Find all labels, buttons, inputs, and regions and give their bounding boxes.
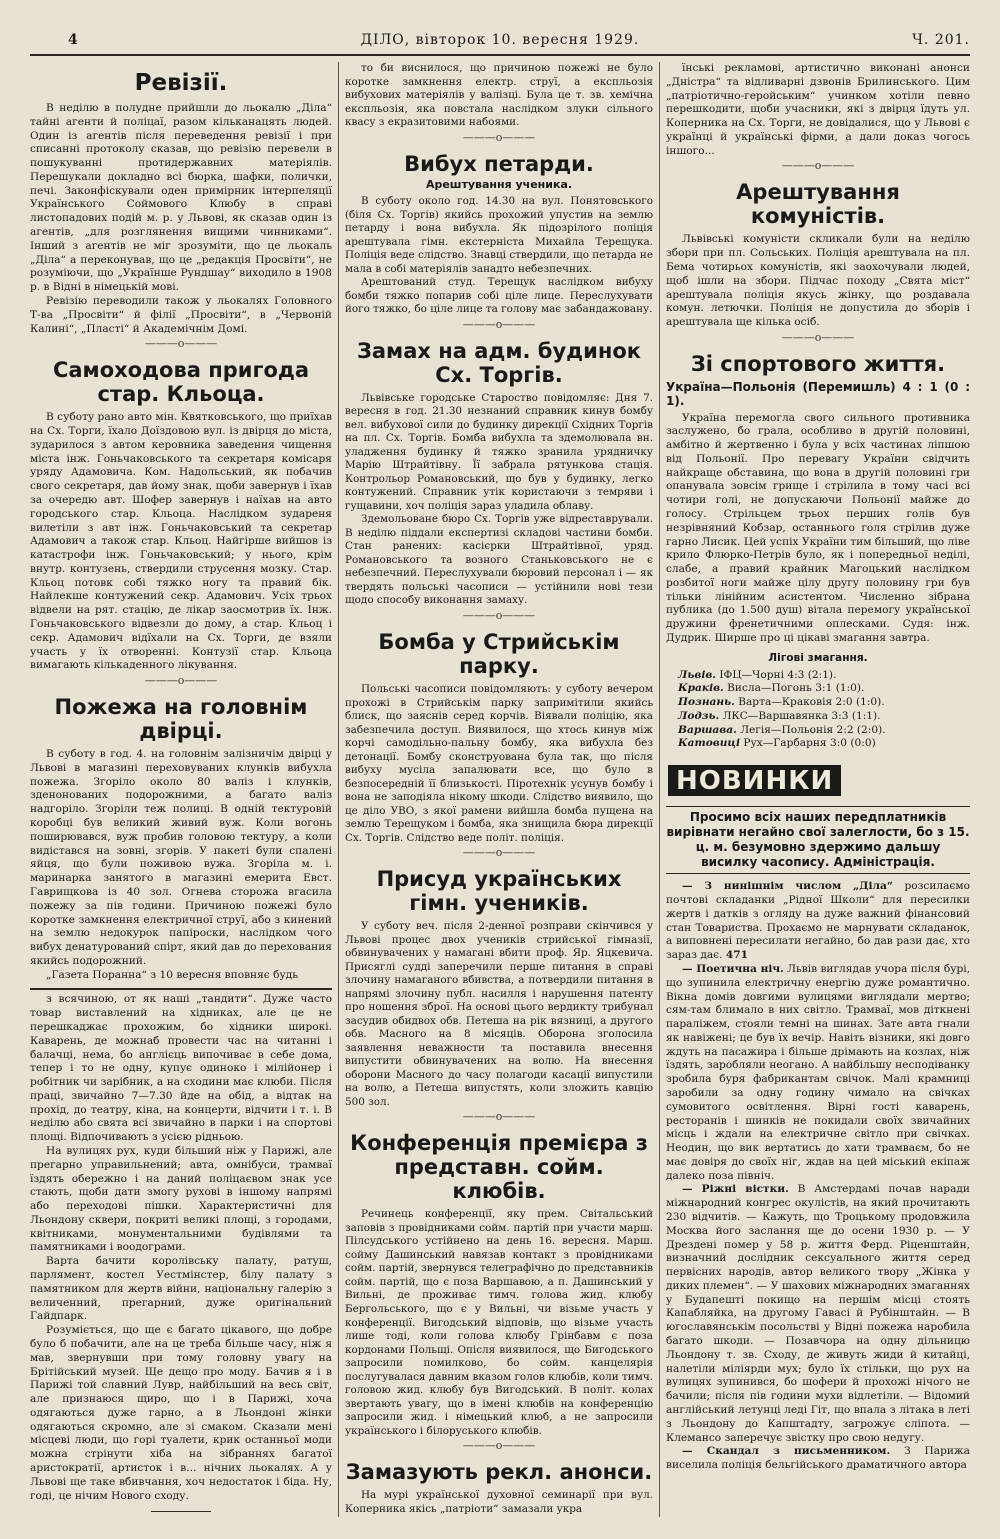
separator: ———o———	[462, 846, 536, 860]
league-score: Рух—Гарбарня 3:0 (0:0)	[743, 737, 876, 750]
article-text: В неділю в полудне прийшли до льокалю „Діла“ тайні агенти й поліцаї, разом кільканацять людей. Один із агентів після переведення ревізії і при списанні протоколу сказав, що ревізію перевели в пошукуванні протидержавних матеріялів. Перешукали докладно всі бюрка, шафки, полички, печі. Законфіскували оден примірник інтерпеляції Українського Соймового Клюбу в справі листопадових подій м. р. у Львові, як сказав один із агентів, „для розглянення вищими чинниками“. Інший з агентів не міг зрозуміти, що це льокаль „Діла“ а переконував, що це „редакція Просвіти“, не розуміючи, що „Українше Рундшау“ виходило в 1908 р. в Відні в німецькій мові.	[30, 102, 332, 294]
news-text: розсилаємо почтові складанки „Рідної Школи“ для пересилки жертв і датків з огляду на дуже важний фінансовий стан Товариства. Прохаємо не марнувати складанок, а виповнені пересилати негайно, бо дав рази дає, хто зараз дає.	[666, 880, 970, 962]
section-title-novynky: НОВИНКИ	[668, 765, 841, 796]
league-city: Львів.	[678, 668, 716, 681]
article-text: Арештований студ. Терещук наслідком вибуху бомби тяжко попарив собі ціле лице. Переслухувати його тяжко, бо ціле лице та голову має забандажовану.	[345, 276, 653, 316]
article-text: Варта бачити королівську палату, ратуш, парлямент, костел Уестмінстер, білу палату з памятником для жертв війни, національну галерію з величенний, прегарний, дуже оригінальний Гайдпарк.	[30, 1255, 332, 1323]
article-title: Пожежа на головнім двірці.	[54, 695, 308, 744]
news-text: З Парижа виселила поліція бельгійського драматичного автора	[666, 1445, 970, 1472]
league-result	[678, 724, 970, 738]
news-text: Львів виглядав учора після бурі, що зупинила електричну енергію дуже романтично. Вікна домів довгими вулицями виглядали мертво; сям-там блимало в них світло. Трамваї, мов діткнені параліжем, стояли темні на шинах. Зате авта гнали як навіжені; це був їх вечір. Навіть візники, які довго ждуть на пасажира і більше дрімають на козлах, ніж їздять, заробляли неогано. А найбільшу несподіванку зробила буря фабрикантам свічок. Малі крамниці заробили за одну годину чимало на свічках сумовитого освітлення. Вірні гості каварень, ресторанів і шинків не покидали своїх звичайних місць і ждали на електричне світло при свічках. Неодин, що вик вертатись до хати трамваєм, бо не має довіря до своїх ніг, ждав на цей міський екіпаж далеко поза північ.	[666, 962, 971, 1182]
separator: ———o———	[462, 130, 536, 144]
column-3	[666, 62, 970, 1473]
article-text: У суботу веч. після 2-денної розправи скінчився у Львові процес двох учеників стрийської гімназії, обвинувачених у намагані вбити проф. Яр. Яцкевича. Присяглі судді заперечили перше питання в справі злочину намаганого вбивства, а потвердили питання в напрямі злочину публ. насилля і нарушення патенту про ношення зброї. На основі цього вердикту трибунал засудив обидвох обв. Петеша на рік вязниці, а другого обв. Масного на 8 місяців. Оборона зголосила заявлення неважности та поставила внесення випустити обвинувачених на волю. На внесення оборони Масного до часу полагоди касації випустили на волю, а Петеша випустять, коли зложить кавцію 500 зол.	[345, 920, 653, 1108]
article-title: Присуд українських гімн. учеників.	[376, 867, 622, 916]
column-2	[345, 62, 653, 1516]
article-title: Ревізії.	[134, 70, 228, 96]
news-item	[666, 1183, 970, 1445]
league-result	[678, 669, 970, 683]
article-text: Львівські комуністи скликали були на неділю збори при пл. Сольських. Поліція арештувала на пл. Бема чотирьох комуністів, які заохочували людей, щоб ішли на збори. Підчас походу „Свята міст“ арештувала поліція якусь жінку, що роздавала комун. летючки. Поліція не допустила до зборів і арештувала ще кілька осіб.	[666, 233, 970, 329]
news-lead: — Поетична ніч.	[682, 962, 784, 975]
article-title: Замах на адм. будинок Сх. Торгів.	[356, 338, 642, 387]
column-1	[30, 62, 332, 1512]
column-rule	[338, 62, 339, 1517]
end-rule	[151, 1511, 211, 1512]
league-score: ЛКС—Варшавянка 3:3 (1:1).	[722, 709, 881, 722]
news-text: В Амстердамі почав наради міжнародний конгрес окулістів, на який прочитають 230 відчитів. — Кажуть, що Троцькому продовжила Москва його заслання ще до осени 1930 р. — У Дрездені помер у 58 р. життя Ферд. Ріценштайн, визначний дослідник сексуального життя серед первісних народів, автор великого твору „Жінка у диких племен“. — У шахових міжнародних змаганнях у Будапешті покищо на першім місці стоять Капабляйка, на другому Гавасі й Рубінштайн. — В югославянськім посольстві у Відні пожежа нарoбила багато шкоди. — Позавчора на одну дільницю Льондону т. зв. Сходу, де живуть жиди й китайці, налетіли міліярди мух; було їх стільки, що рух на вулицях зупинився, бо шофери й прохожі нічого не бачили; після пів години мухи відлетіли. — Відомий англійський летунці леді Гіт, що впала з літака в леті з Льондону до Капштадту, загрожує сліпота. — Клемансо заперечує звістку про свою недугу.	[666, 1183, 970, 1444]
league-title: Лігові змагання.	[768, 651, 868, 664]
separator: ———o———	[462, 608, 536, 622]
continued-article	[30, 988, 332, 1512]
masthead	[30, 30, 970, 56]
article-title: Арештування комуністів.	[736, 180, 900, 229]
league-score: ІФЦ—Чорні 4:3 (2:1).	[719, 668, 837, 681]
league-result	[678, 710, 970, 724]
article-text: Ревізію переводили також у льокалях Головного Т-ва „Просвіти“ й філії „Просвіти“, в „Червоній Калині“, „Пласті“ й Академічнім Домі.	[30, 294, 332, 335]
league-score: Легія—Польонія 2:2 (2:0).	[740, 723, 886, 736]
league-city: Краків.	[678, 682, 724, 695]
article-text: то би виснилося, що причиною пожежі не було коротке замкнення електр. струї, а експльозія вибухових матеріялів у валізці. Була це т. зв. хемічна експльозія, яка повстала наслідком злуки сільного квасу з екразитовими набоями.	[345, 62, 653, 129]
article-text: На вулицях рух, куди більший ніж у Парижі, але прегарно управильнений; авта, омнібуси, трамваї їздять обережно і на даний поліцаєвом знак усе стають, щоби дати змогу рухові в іншому напрямі або переходові пішки. Характеристичні для Льондону сквери, покриті великі площі, з городами, квітниками, монументальними будівлями та памятниками і воодограми.	[30, 1145, 332, 1254]
article-title: Бомба у Стрийськім парку.	[378, 629, 620, 678]
separator: ———o———	[462, 1439, 536, 1453]
subscription-notice: Просимо всіх наших передплатників вирівнати негайно свої залеглости, бо з 15. ц. м. безумовно здержимо дальшу висилку часопису. Адміністрація.	[666, 806, 970, 874]
article-text: На мурі української духовної семинарії при вул. Коперника якісь „патріоти“ замазали укра	[345, 1489, 653, 1515]
news-lead: — Скандал з письменником.	[682, 1445, 891, 1458]
news-item	[666, 963, 970, 1184]
article-title: Самоходова пригода стар. Кльоца.	[52, 358, 310, 407]
article-text: „Газета Поранна“ з 10 вересня вповняє будь	[46, 968, 298, 981]
article-title: Конференція премієра з представн. сойм. клюбів.	[350, 1131, 648, 1204]
article-text: з всячиною, от як наші „тандити“. Дуже часто товар виставлений на хідниках, але це не перешкаджає прохожим, бо хідники широкі. Каварень, де можнаб провести час на читанні і балачці, нема, бо англієць випочиває в себе дома, тепер і то не одну, купує одиноко і мілійонер і робітник чи зарібник, а на сходини має клюби. Після праці, звичайно 7—7.30 йде на обід, а відтак на прохід, до театру, кіна, на концерти, відчити і т. і. В неділю або свята всі звичайно в парки і на спортові площі. Відпочивають з усією рідньою.	[30, 993, 332, 1144]
separator: ———o———	[462, 1110, 536, 1124]
issue-number: Ч. 201.	[912, 32, 970, 48]
league-results	[678, 669, 970, 752]
article-text: Україна перемогла свого сильного противника заслужено, бо грала, особливо в другій половині, амбітно й жертвенно і була у всіх частинах ліпшою від Польонії. Про перевагу України свідчить найкраще обставина, що вона в другій половині гри опанувала зовсім грище і стрілила в тому часі всі чотири голі, не допускаючи Польонії майже до голосу. Стрільцем трьох перших голів був незрівняний Кобзар, останнього голя стрілив дуже гарно Лисик. Цей успіх України тим більший, що ліве крило Флюрко-Петрів було, як і попередньої неділі, слабе, а правий крайник Магоцький наслідком розбитої ноги майже цілу другу половину гри був тільки лінійним асистентом. Численно зібрана публика (до 1.500 душ) вітала перемогу української дружини френетичними оплесками. Судя: інж. Дудрик. Ширше про ці цікаві змагання завтра.	[666, 411, 970, 644]
separator: ———o———	[462, 317, 536, 331]
article-text: Польські часописи повідомляють: у суботу вечером прохожі в Стрийськім парку запримітили якийсь блиск, що заяснів серед корчів. Віявали поліцію, яка забезпечила доступ. Виявилося, що хтось кинув між корчі самодільно-пальну бомбу, яка вибухла без детонації. Бомбу сконструована була так, що після вибуху мусіла запалювати все, що було в безпосередній її близькості. Піротехнік усунув бомбу і вона не заподіяла нікому шкоди. Слідство виявило, що це діло УВО, з якої рамени вийшла бомба пущена на землю Терещуком і бомба, яка знищила бюра дирекції Сх. Торгів. Слідство веде політ. поліція.	[345, 682, 653, 844]
article-title: Зі спортового життя.	[690, 351, 946, 376]
article-text: Львівське городське Староство повідомляє: Дня 7. вересня в год. 21.30 незнаний справник кинув бомбу вел. вибухової сили до будинку дирекції Східних Торгів на пл. Сх. Торгів. Бомба вибухла та здемолювала вн. уладження будинку й тяжко зранила урядничку Марію Штрайтівну. Її забрала рятункова стація. Контрольор Романовський, що був у будинку, легко контужений. Справник утік користаючи з темряви і гущавини, хоч поліція зараз уладила облаву.	[345, 391, 653, 512]
column-rule	[659, 62, 660, 1517]
league-result	[678, 696, 970, 710]
league-city: Познань.	[678, 696, 735, 709]
news-item	[666, 880, 970, 963]
article-text: Здемольоване бюро Сх. Торгів уже відреставрували. В неділю піддали експертизі складові частини бомби. Стан ранених: касієрки Штрайтівної, уряд. Романовського та возного Станьковського не є небезпечний. Переслухували бюровий персонал і — як твердять польські часописи — устійнили нові тези щодо способу виконання замаху.	[345, 513, 653, 607]
league-city: Катовиці	[678, 737, 740, 750]
masthead-title: ДІЛО, вівторок 10. вересня 1929.	[360, 32, 640, 48]
news-lead: — Ріжні вістки.	[682, 1183, 789, 1196]
league-city: Варшава.	[678, 723, 737, 736]
league-score: Висла—Погонь 3:1 (1:0).	[727, 682, 865, 695]
league-score: Варта—Краковія 2:0 (1:0).	[738, 696, 885, 709]
league-result	[678, 737, 970, 751]
news-item	[666, 1445, 970, 1473]
separator: ———o———	[144, 674, 218, 688]
page-number: 4	[68, 32, 79, 48]
separator: ———o———	[781, 330, 855, 344]
separator: ———o———	[144, 337, 218, 351]
article-subtitle: Арештування ученика.	[425, 177, 573, 191]
news-lead: — З нинішнім числом „Діла“	[682, 880, 893, 893]
separator: ———o———	[781, 159, 855, 173]
article-title: Замазують рекл. анонси.	[345, 1460, 653, 1485]
league-result	[678, 682, 970, 696]
article-text: В суботу рано авто мін. Квятковського, що приїхав на Сх. Торги, їхало Доїздовою вул. із двірця до міста, зударилося з автом керовника заведення чищення міста інж. Гоньчаковського та секретаря комісаря уряду Адамовича. Ком. Надольський, як побачив свого секретаря, дав йому знак, щоби завернув і їхав за очередю авт. Шофер завернув і наїхав на авто городського стар. Кльоца. Наслідком зудареня вилетіли з авт інж. Гоньчаковський та секретар Адамович а також стар. Кльоц. Найгірше вийшов із катастрофи інж. Гоньчаковський; у нього, крім внутр. контузень, ствердили струсення мозку. Стар. Кльоц потовк собі тяжко ногу та правий бік. Найлекше контужений секр. Адамович. Усіх трьох відвели на рят. стацію, де лікар заосмотрив їх. Інж. Гоньчаковського відвезли до дому, а стар. Кльоц і секр. Адамович відїхали на Сх. Торги, де взяли участь у їх отворенні. Контузії стар. Кльоца вимагають кількаденного лікування.	[30, 411, 332, 672]
article-text: Речинець конференції, яку прем. Світальський заповів з провідниками сойм. партій при участи марш. Пілсудського устійнено на день 16. вересня. Марш. сойму Дашинський навязав контакт з провідниками сойм. партій, звернувся телеграфічно до представників сойм. партій, що є поза Варшавою, а п. Дашинський у Вильні, де проживає тимч. голова жид. клюбу Бергольського, що є у Вильні, чи візьме участь у конференції. Вигодський відповів, що візьме участь лише тоді, коли голова клюбу Грінбавм є поза кордонами Польщі. Опісля виявилося, що Бигодського запросили помилково, бо сойм. канцелярія послугувалася давним вказом голов клюбів, коли тимч. головою жид. клюбу був Вигодський. В політ. колах звертають увагу, що в імені клюбів на конференцію запросили жид. і німецький клюб, а не запросили українського і білоруського клюбів.	[345, 1208, 653, 1437]
article-text: В суботу около год. 14.30 на вул. Понятовського (біля Сх. Торгів) якийсь прохожий упустив на землю петарду і вона вибухла. Як підозрілого поліція арештувала гімн. екстерніста Михайла Терещука. Поліція веде слідство. Знавці ствердили, що петарда не мала в собі матеріялів занадто небезпечних.	[345, 195, 653, 275]
article-title: Вибух петарди.	[404, 151, 594, 176]
article-text: В суботу в год. 4. на головнім залізничім двірці у Львові в магазині переховуваних клунків вибухла пожежа. Згоріло около 80 валіз і клунків, зденонованих подорожними, а багато валіз надгоріло. Згоріли теж полиці. В одній тектуровій коробці був великий живий вуж. Коли вогонь поширювався, вуж пробив головою тектуру, а коли видістався на зовні, згорів. У пакеті були спалені яйця, що були поживою вужа. Згоріла м. і. маринарка занятого в магазині емерита Евст. Гаврищкова із 40 зол. Огнева сторожа вгасила пожежу за пів години. Причиною пожежі було коротке замкнення електричної струї, або з кинений на землю недокурок папіроски, наслідком чого вибух денатурований спірт, який дав до перехования якийсь подорожний.	[30, 748, 332, 967]
news-number: 471	[725, 949, 748, 962]
article-text: їнські рекламові, артистично виконані анонси „Дністра“ та відливарні дзвонів Брилинського. Цим „патріотично-геройським“ учинком хотіли певно перешкодити, щоби учасники, які з двірця їдуть ул. Коперника на Сх. Торги, не довідалися, що у Львові є українці й українські фірми, а дали доказ чогось іншого...	[666, 62, 970, 157]
match-score: Україна—Польонія (Перемишль) 4 : 1 (0 : 1).	[666, 379, 970, 408]
league-city: Лодзь.	[678, 709, 720, 722]
article-text: Розуміється, що ще є багато цікавого, що добре було б побачити, але на це треба більше часу, ніж я мав, звернувши при тому головну увагу на Брітійський музей. Ще дещо про моду. Бачив я і в Парижі той славний Лувр, найбільший на весь світ, але признаюся щиро, що і в Парижі, хоча одягаються дуже гарно, а в Льондоні жінки одягаються скромно, але зі смаком. Сказали мені місцеві люди, що горі туалети, крик останньої моди можна стрінути хіба на зібраннях багатої аристократії, артисток і в... нічних льокалях. А у Львові ще таке вбивчання, хоч недостаток і біда. Ну, годі, це нічим Нового сходу.	[30, 1324, 332, 1502]
